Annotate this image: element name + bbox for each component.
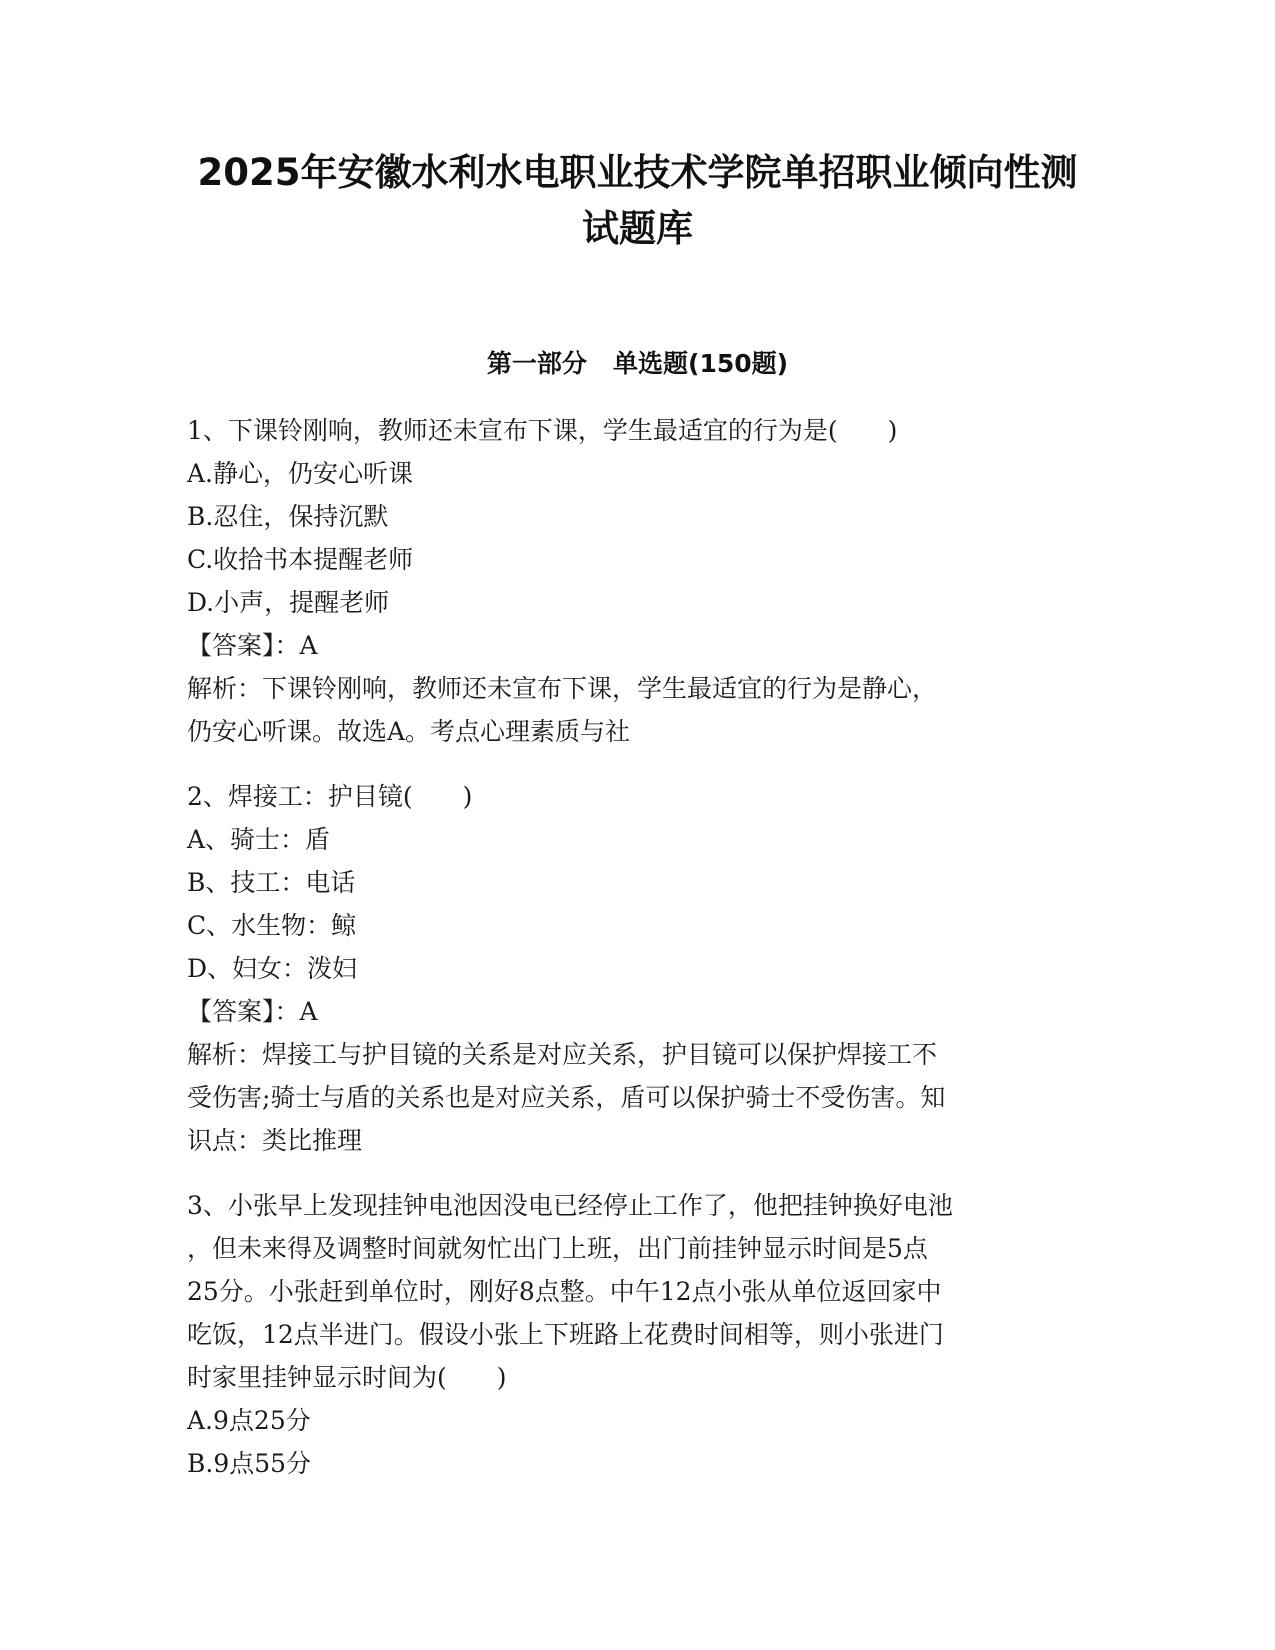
question-stem-line-5: 时家里挂钟显示时间为( ) bbox=[187, 1363, 507, 1392]
option-a: A.9点25分 bbox=[187, 1406, 311, 1435]
question-1 bbox=[187, 409, 1087, 753]
analysis-line-2: 受伤害;骑士与盾的关系也是对应关系，盾可以保护骑士不受伤害。知 bbox=[187, 1083, 946, 1112]
option-b: B、技工：电话 bbox=[187, 868, 356, 897]
question-stem-line-2: ，但未来得及调整时间就匆忙出门上班，出门前挂钟显示时间是5点 bbox=[187, 1234, 928, 1263]
question-stem-line-3: 25分。小张赶到单位时，刚好8点整。中午12点小张从单位返回家中 bbox=[187, 1277, 942, 1306]
section-heading: 第一部分 单选题(150题) bbox=[486, 349, 789, 378]
question-stem: 2、焊接工：护目镜( ) bbox=[187, 782, 473, 811]
document-title-line-2: 试题库 bbox=[582, 207, 693, 250]
option-a: A.静心，仍安心听课 bbox=[187, 459, 414, 488]
question-stem: 1、下课铃刚响，教师还未宣布下课，学生最适宜的行为是( ) bbox=[187, 416, 898, 445]
question-2 bbox=[187, 775, 1087, 1162]
analysis-line-2: 仍安心听课。故选A。考点心理素质与社 bbox=[187, 717, 631, 746]
question-3 bbox=[187, 1184, 1087, 1485]
question-stem-line-1: 3、小张早上发现挂钟电池因没电已经停止工作了，他把挂钟换好电池 bbox=[187, 1191, 953, 1220]
option-d: D.小声，提醒老师 bbox=[187, 588, 390, 617]
analysis-line-1: 解析：焊接工与护目镜的关系是对应关系，护目镜可以保护焊接工不 bbox=[187, 1040, 938, 1069]
option-c: C.收拾书本提醒老师 bbox=[187, 545, 414, 574]
option-b: B.忍住，保持沉默 bbox=[187, 502, 389, 531]
analysis-line-3: 识点：类比推理 bbox=[187, 1126, 363, 1155]
option-c: C、水生物：鲸 bbox=[187, 911, 357, 940]
document-title bbox=[140, 145, 1135, 257]
document-title-line-1: 2025年安徽水利水电职业技术学院单招职业倾向性测 bbox=[197, 151, 1078, 194]
answer-label: 【答案】：A bbox=[187, 631, 318, 660]
question-stem-line-4: 吃饭，12点半进门。假设小张上下班路上花费时间相等，则小张进门 bbox=[187, 1320, 944, 1349]
option-b: B.9点55分 bbox=[187, 1449, 312, 1478]
question-list bbox=[187, 409, 1087, 1507]
option-a: A、骑士：盾 bbox=[187, 825, 331, 854]
option-d: D、妇女：泼妇 bbox=[187, 954, 358, 983]
answer-label: 【答案】：A bbox=[187, 997, 318, 1026]
analysis-line-1: 解析：下课铃刚响，教师还未宣布下课，学生最适宜的行为是静心， bbox=[187, 674, 938, 703]
